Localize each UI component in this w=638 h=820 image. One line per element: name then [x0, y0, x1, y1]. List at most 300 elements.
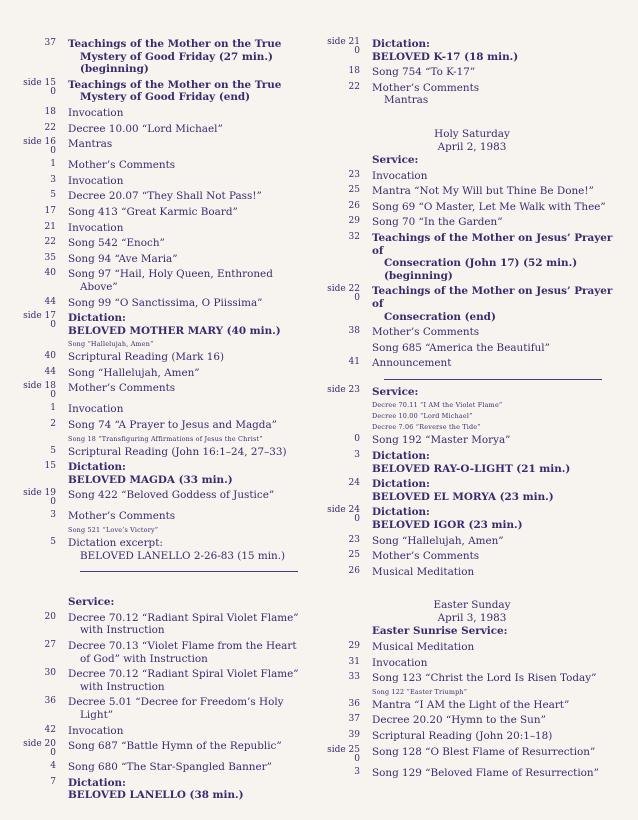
entry-text: [68, 123, 318, 136]
program-entry: [18, 489, 318, 507]
counter-marker: [322, 657, 372, 667]
entry-line: Song “Hallelujah, Amen”: [68, 366, 200, 379]
entry-text: [372, 450, 622, 475]
row-spacer: [18, 802, 318, 805]
program-entry: [322, 170, 622, 183]
side-label: side 21: [327, 37, 360, 47]
counter-marker: [322, 714, 372, 724]
program-entry: [18, 510, 318, 523]
entry-text: [372, 154, 622, 167]
entry-line: BELOVED RAY-O-LIGHT (21 min.): [372, 462, 571, 475]
program-entry: [18, 206, 318, 219]
counter-marker: [18, 761, 68, 771]
counter-marker: [322, 535, 372, 545]
entry-text: [68, 159, 318, 172]
program-entry: [322, 82, 622, 107]
entry-line: Decree 70.12 “Radiant Spiral Violet Flame”: [68, 611, 299, 624]
program-entry: [322, 216, 622, 229]
entry-line: Song 74 “A Prayer to Jesus and Magda”: [68, 419, 277, 432]
entry-text: [68, 435, 318, 444]
entry-line: Easter Sunrise Service:: [372, 625, 508, 638]
entry-line: Mother’s Comments: [372, 550, 480, 563]
program-entry: [18, 175, 318, 188]
entry-line: Musical Meditation: [372, 565, 475, 578]
entry-line: Decree 7.06 “Reverse the Tide”: [372, 423, 481, 432]
counter-marker: [322, 434, 372, 444]
program-entry: [322, 285, 622, 323]
entry-text: [68, 297, 318, 310]
day-header: [322, 599, 622, 625]
program-entry: [18, 612, 318, 637]
program-entry: [18, 640, 318, 665]
row-spacer: [18, 562, 318, 565]
entry-text: [68, 403, 318, 416]
counter-marker: [18, 38, 68, 48]
program-entry: [18, 777, 318, 802]
entry-text: [68, 740, 318, 753]
tape-counter: 18: [348, 66, 360, 77]
counter-marker: [18, 351, 68, 361]
counter-marker: [18, 419, 68, 429]
tape-counter: 23: [348, 534, 360, 545]
spacer: [322, 110, 622, 128]
entry-text: [372, 566, 622, 579]
program-entry: [322, 434, 622, 447]
program-entry: [18, 419, 318, 432]
counter-marker: [18, 268, 68, 278]
entry-text: [372, 412, 622, 421]
entry-text: [372, 326, 622, 339]
counter-marker: [322, 478, 372, 488]
tape-counter: 5: [50, 537, 56, 548]
program-entry: [322, 699, 622, 712]
entry-line: Scriptural Reading (John 20:1–18): [372, 729, 553, 742]
entry-line: Mantra “I AM the Light of the Heart”: [372, 698, 570, 711]
entry-line: Dictation:: [372, 38, 430, 50]
tape-counter: 22: [44, 122, 56, 133]
program-entry: [322, 401, 622, 410]
entry-line: Teachings of the Mother on Jesus’ Prayer of: [372, 231, 613, 257]
tape-counter: 29: [348, 216, 360, 227]
entry-line: Dictation:: [68, 312, 126, 325]
tape-counter: 26: [348, 200, 360, 211]
tape-counter: 0: [354, 434, 360, 445]
entry-text: [372, 185, 622, 198]
counter-marker: [18, 159, 68, 169]
tape-counter: 39: [348, 729, 360, 740]
tape-counter: 29: [348, 641, 360, 651]
entry-text: [68, 761, 318, 774]
entry-line: Decree 70.11 “I AM the Violet Flame”: [372, 401, 503, 410]
counter-marker: [322, 506, 372, 524]
program-entry: [322, 506, 622, 531]
entry-line: Song “Hallelujah, Amen”: [372, 534, 504, 547]
tape-counter: 5: [50, 190, 56, 201]
program-entry: [18, 222, 318, 235]
entry-line: Decree 5.01 “Decree for Freedom’s Holy: [68, 696, 284, 709]
entry-text: [372, 746, 622, 759]
counter-marker: [18, 777, 68, 787]
entry-text: [372, 170, 622, 183]
entry-line: of God” with Instruction: [80, 652, 208, 665]
tape-counter: 1: [50, 403, 56, 414]
program-entry: [322, 412, 622, 421]
left-column: [18, 38, 318, 805]
spacer: [322, 581, 622, 599]
program-entry: [18, 382, 318, 400]
tape-counter: 26: [348, 565, 360, 576]
tape-counter: 3: [354, 766, 360, 777]
entry-line: Mother’s Comments: [68, 510, 176, 523]
counter-marker: [18, 725, 68, 735]
entry-line: Teachings of the Mother on the True: [68, 78, 282, 91]
tape-counter: 35: [44, 252, 56, 263]
entry-text: [372, 232, 622, 282]
entry-text: [372, 699, 622, 712]
counter-marker: [322, 66, 372, 76]
program-entry: [322, 746, 622, 764]
entry-text: [372, 550, 622, 563]
program-entry: [18, 725, 318, 738]
program-entry: [18, 107, 318, 120]
entry-line: Invocation: [68, 106, 124, 119]
entry-line: Song 680 “The Star-Spangled Banner”: [68, 761, 272, 774]
entry-line: BELOVED K-17 (18 min.): [372, 50, 519, 63]
entry-line: Decree 70.13 “Violet Flame from the Heart: [68, 640, 297, 652]
program-entry: [18, 367, 318, 380]
day-header: [322, 128, 622, 154]
tape-counter: 36: [44, 696, 56, 707]
program-entry: [18, 446, 318, 459]
counter-marker: [18, 740, 68, 758]
program-entry: [322, 201, 622, 214]
tape-counter: 18: [44, 106, 56, 117]
counter-marker: [18, 123, 68, 133]
entry-line: Mystery of Good Friday (end): [80, 91, 251, 104]
program-entry: [18, 312, 318, 337]
program-entry: [18, 668, 318, 693]
entry-line: Service:: [68, 596, 115, 609]
entry-line: Song 69 “O Master, Let Me Walk with Thee”: [372, 200, 606, 213]
entry-text: [372, 357, 622, 370]
counter-marker: [18, 489, 68, 507]
entry-line: Mother’s Comments: [68, 382, 176, 395]
counter-marker: [322, 730, 372, 740]
entry-text: [68, 253, 318, 266]
program-entry: [322, 423, 622, 432]
tape-counter: 4: [50, 761, 56, 772]
program-entry: [18, 351, 318, 364]
program-entry: [322, 730, 622, 743]
counter-marker: [322, 326, 372, 336]
entry-text: [68, 612, 318, 637]
program-entry: [18, 461, 318, 486]
tape-counter: 22: [44, 237, 56, 248]
counter-marker: [18, 190, 68, 200]
program-entry: [322, 478, 622, 503]
entry-text: [372, 535, 622, 548]
counter-marker: [18, 510, 68, 520]
program-entry: [322, 342, 622, 355]
entry-text: [372, 342, 622, 355]
entry-line: BELOVED EL MORYA (23 min.): [372, 490, 554, 503]
program-entry: [18, 138, 318, 156]
day-header-line: Easter Sunday: [433, 599, 511, 612]
side-label: side 25: [327, 744, 360, 755]
entry-line: BELOVED LANELLO (38 min.): [68, 789, 244, 802]
side-label: side 20: [23, 739, 56, 750]
tape-counter: 5: [50, 445, 56, 456]
entry-text: [372, 767, 622, 780]
entry-text: [372, 82, 622, 107]
right-column: [322, 38, 622, 782]
tape-counter: 3: [354, 450, 360, 461]
program-entry: [322, 688, 622, 697]
program-entry: [322, 672, 622, 685]
entry-line: Musical Meditation: [372, 641, 475, 653]
entry-text: [372, 434, 622, 447]
entry-line: (beginning): [80, 63, 149, 76]
entry-line: Song 687 “Battle Hymn of the Republic”: [68, 740, 282, 753]
entry-line: Song 685 “America the Beautiful”: [372, 341, 550, 354]
entry-line: Dictation:: [372, 506, 430, 519]
program-entry: [18, 596, 318, 609]
program-entry: [18, 740, 318, 758]
entry-line: Mantras: [68, 138, 113, 151]
entry-line: Song 99 “O Sanctissima, O Piissima”: [68, 296, 263, 309]
entry-text: [68, 640, 318, 665]
tape-counter: 3: [50, 510, 56, 521]
program-entry: [18, 435, 318, 444]
entry-text: [68, 510, 318, 523]
counter-marker: [18, 640, 68, 650]
entry-text: [68, 596, 318, 609]
counter-marker: [18, 612, 68, 622]
entry-text: [68, 367, 318, 380]
tape-counter: 25: [348, 550, 360, 561]
entry-text: [68, 175, 318, 188]
entry-text: [68, 461, 318, 486]
program-entry: [322, 154, 622, 167]
entry-text: [68, 107, 318, 120]
entry-line: Song 521 “Love’s Victory”: [68, 526, 159, 535]
spacer: [18, 578, 318, 596]
tape-counter: 22: [348, 81, 360, 92]
counter-marker: [322, 767, 372, 777]
entry-text: [372, 672, 622, 685]
entry-text: [372, 657, 622, 670]
counter-marker: [322, 185, 372, 195]
counter-marker: [322, 699, 372, 709]
tape-counter: 23: [348, 169, 360, 180]
program-entry: [18, 696, 318, 721]
tape-counter: 21: [44, 221, 56, 232]
counter-marker: [322, 285, 372, 303]
program-entry: [322, 326, 622, 339]
tape-counter: 24: [348, 478, 360, 489]
entry-text: [372, 423, 622, 432]
counter-marker: [18, 461, 68, 471]
tape-counter: 44: [44, 366, 56, 377]
entry-line: Decree 70.12 “Radiant Spiral Violet Flame”: [68, 668, 299, 681]
entry-line: BELOVED LANELLO 2-26-83 (15 min.): [80, 549, 286, 562]
entry-line: Song 413 “Great Karmic Board”: [68, 205, 238, 218]
entry-text: [372, 285, 622, 323]
counter-marker: [18, 138, 68, 156]
counter-marker: [18, 107, 68, 117]
day-header-line: April 2, 1983: [437, 140, 507, 153]
entry-line: Dictation:: [68, 776, 126, 789]
entry-line: Song 18 “Transfiguring Affirmations of Jesus the Christ”: [68, 434, 263, 443]
entry-line: BELOVED MAGDA (33 min.): [68, 473, 233, 486]
entry-text: [68, 696, 318, 721]
program-entry: [18, 268, 318, 293]
counter-marker: [18, 237, 68, 247]
entry-line: Scriptural Reading (Mark 16): [68, 351, 225, 364]
side-label: side 15: [23, 77, 56, 88]
tape-counter: 36: [348, 698, 360, 709]
entry-line: Song “Hallelujah, Amen”: [68, 340, 154, 349]
program-entry: [322, 625, 622, 638]
counter-marker: [322, 672, 372, 682]
entry-text: [68, 668, 318, 693]
section-divider: [80, 571, 298, 572]
program-entry: [18, 190, 318, 203]
entry-line: Song 94 “Ave Maria”: [68, 252, 178, 265]
tape-counter: 38: [348, 326, 360, 337]
side-label: side 22: [327, 284, 360, 295]
program-entry: [322, 66, 622, 79]
entry-line: Mother’s Comments: [68, 159, 176, 172]
counter-marker: [18, 696, 68, 706]
program-entry: [18, 537, 318, 562]
entry-line: Scriptural Reading (John 16:1–24, 27–33): [68, 445, 287, 458]
entry-line: Dictation excerpt:: [68, 537, 163, 550]
entry-text: [372, 201, 622, 214]
program-entry: [18, 123, 318, 136]
entry-line: Mother’s Comments: [372, 326, 480, 339]
program-entry: [18, 38, 318, 76]
entry-line: Consecration (end): [384, 310, 496, 323]
entry-line: Dictation:: [372, 450, 430, 463]
counter-marker: [18, 537, 68, 547]
entry-line: Light”: [80, 708, 114, 721]
program-entry: [18, 253, 318, 266]
counter-marker: [18, 222, 68, 232]
counter-marker: [18, 446, 68, 456]
program-entry: [18, 526, 318, 535]
day-header-line: Holy Saturday: [434, 127, 510, 140]
program-entry: [322, 657, 622, 670]
program-entry: [322, 386, 622, 399]
program-entry: [322, 357, 622, 370]
tape-counter: 30: [44, 668, 56, 679]
entry-line: Dictation:: [372, 478, 430, 491]
entry-text: [372, 714, 622, 727]
tape-counter: 42: [44, 724, 56, 735]
tape-counter: 31: [348, 656, 360, 667]
tape-counter: 3: [50, 174, 56, 185]
entry-line: Mystery of Good Friday (27 min.): [80, 50, 273, 63]
row-spacer: [322, 370, 622, 373]
entry-text: [68, 237, 318, 250]
counter-marker: [322, 216, 372, 226]
entry-line: Invocation: [372, 656, 428, 669]
tape-counter: 0: [50, 748, 56, 759]
tape-counter: 25: [348, 185, 360, 196]
entry-line: Mother’s Comments: [372, 81, 480, 94]
counter-marker: [18, 206, 68, 216]
entry-text: [68, 79, 318, 104]
entry-line: Song 128 “O Blest Flame of Resurrection”: [372, 745, 596, 758]
tape-counter: 0: [50, 390, 56, 401]
counter-marker: [18, 367, 68, 377]
entry-text: [68, 138, 318, 151]
tape-counter: 32: [348, 231, 360, 242]
tape-counter: 33: [348, 672, 360, 683]
tape-counter: 44: [44, 296, 56, 307]
day-header-line: April 3, 1983: [437, 612, 507, 625]
entry-text: [68, 340, 318, 349]
tape-counter: 40: [44, 268, 56, 279]
counter-marker: [322, 82, 372, 92]
entry-line: Service:: [372, 385, 419, 398]
tape-counter: 0: [50, 86, 56, 97]
entry-text: [372, 625, 622, 638]
side-label: side 16: [23, 137, 56, 148]
entry-line: with Instruction: [80, 624, 165, 637]
entry-text: [68, 777, 318, 802]
side-label: side 19: [23, 488, 56, 499]
program-entry: [322, 38, 622, 63]
tape-counter: 27: [44, 640, 56, 650]
counter-marker: [18, 79, 68, 97]
side-label: side 17: [23, 311, 56, 322]
entry-line: Teachings of the Mother on the True: [68, 38, 282, 50]
tape-counter: 2: [50, 419, 56, 430]
tape-counter: 37: [348, 714, 360, 725]
entry-line: (beginning): [384, 269, 453, 282]
entry-line: Invocation: [68, 403, 124, 416]
entry-line: Song 754 “To K-17”: [372, 66, 476, 79]
tape-counter: 17: [44, 205, 56, 216]
tape-counter: 41: [348, 357, 360, 368]
entry-line: Song 97 “Hail, Holy Queen, Enthroned: [68, 268, 273, 281]
entry-text: [68, 351, 318, 364]
entry-text: [372, 730, 622, 743]
entry-line: Teachings of the Mother on Jesus’ Prayer of: [372, 285, 613, 310]
entry-text: [372, 688, 622, 697]
program-entry: [322, 550, 622, 563]
program-entry: [322, 535, 622, 548]
side-label: side 24: [327, 505, 360, 516]
entry-text: [372, 216, 622, 229]
counter-marker: [18, 382, 68, 400]
entry-line: Mantras: [384, 94, 429, 107]
counter-marker: [18, 403, 68, 413]
counter-marker: [18, 253, 68, 263]
program-entry: [322, 232, 622, 282]
entry-line: BELOVED MOTHER MARY (40 min.): [68, 324, 281, 337]
entry-line: with Instruction: [80, 680, 165, 693]
entry-text: [68, 419, 318, 432]
entry-line: Mantra “Not My Will but Thine Be Done!”: [372, 185, 594, 198]
entry-text: [68, 526, 318, 535]
entry-text: [68, 268, 318, 293]
entry-text: [68, 446, 318, 459]
entry-line: Invocation: [68, 724, 124, 737]
entry-text: [68, 206, 318, 219]
